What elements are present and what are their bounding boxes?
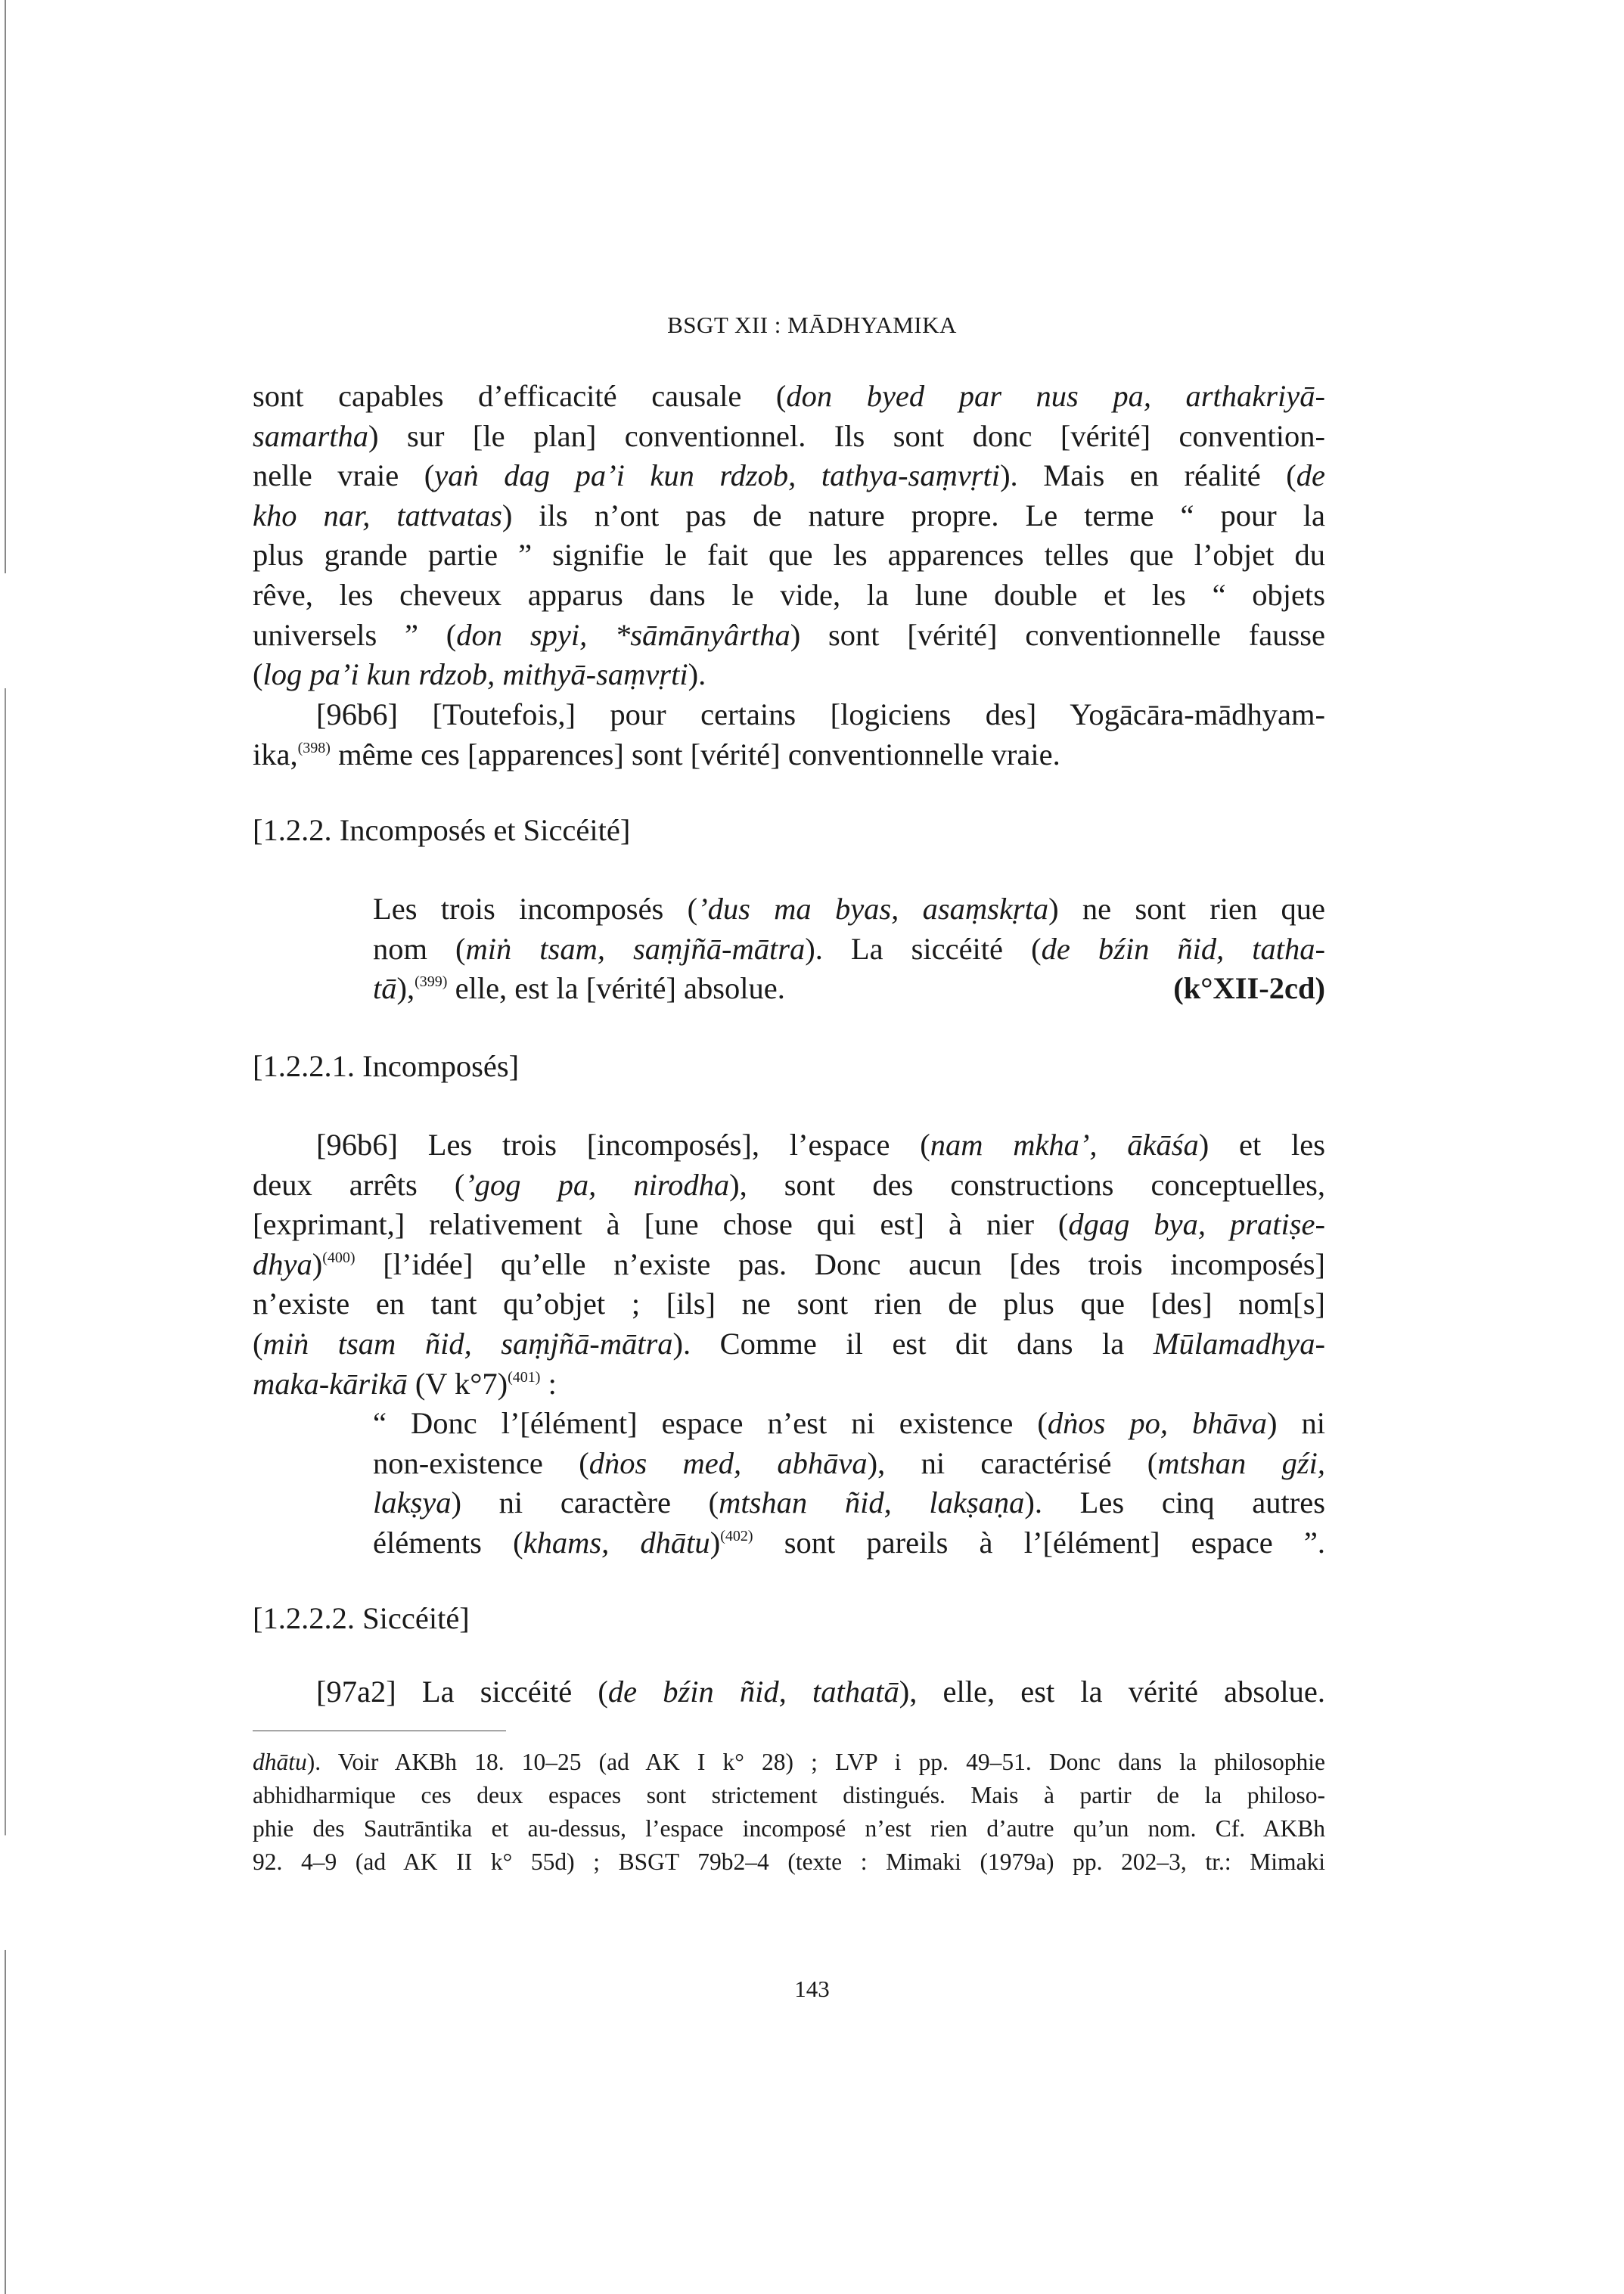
text-line: éléments (khams, dhātu)$^{(402)}$ sont pareils à l’[élément] espace ”.	[373, 1525, 1325, 1560]
paragraph-3	[253, 1125, 1325, 1404]
text-line: tā),$^{(399)}$ elle, est la [vérité] absolue. (k°XII-2cd)	[373, 969, 1325, 1009]
footnote-line: abhidharmique ces deux espaces sont strictement distingués. Mais à partir de la philoso-	[253, 1782, 1325, 1808]
section-heading: [1.2.2.2. Siccéité]	[253, 1601, 470, 1635]
text-line: “ Donc l’[élément] espace n’est ni existence (dṅos po, bhāva) ni	[373, 1406, 1325, 1440]
text-line: dhya)$^{(400)}$ [l’idée] qu’elle n’existe pas. Donc aucun [des trois incomposés]	[253, 1246, 1325, 1281]
paragraph-1	[253, 377, 1325, 695]
text-line: samartha) sur [le plan] conventionnel. Ils sont donc [vérité] convention-	[253, 418, 1325, 453]
text-line: ika,$^{(398)}$ même ces [apparences] sont [vérité] conventionnelle vraie.	[253, 737, 1060, 771]
text-line: [exprimant,] relativement à [une chose qui est] à nier (dgag bya, pratiṣe-	[253, 1207, 1325, 1242]
text-line: lakṣya) ni caractère (mtshan ñid, lakṣaṇa). Les cinq autres	[373, 1485, 1325, 1520]
section-heading: [1.2.2. Incomposés et Siccéité]	[253, 813, 631, 847]
text-line: non-existence (dṅos med, abhāva), ni caractérisé (mtshan gźi,	[373, 1445, 1325, 1480]
footnote-line: 92. 4–9 (ad AK II k° 55d) ; BSGT 79b2–4 (texte : Mimaki (1979a) pp. 202–3, tr.: Mimaki	[253, 1849, 1325, 1875]
text-line: kho nar, tattvatas) ils n’ont pas de nature propre. Le terme “ pour la	[253, 498, 1325, 532]
text-line: nom (miṅ tsam, saṃjñā-mātra). La siccéité (de bźin ñid, tatha-	[373, 931, 1326, 966]
text-line: (log pa’i kun rdzob, mithyā-saṃvṛti).	[253, 657, 706, 692]
footnote-ref: (401)	[508, 1368, 541, 1386]
text-line: [97a2] La siccéité (de bźin ñid, tathatā), elle, est la vérité absolue.	[316, 1675, 1325, 1709]
footnote-ref: (399)	[415, 973, 448, 991]
text-line: deux arrêts (’gog pa, nirodha), sont des constructions conceptuelles,	[253, 1167, 1325, 1202]
text-line: n’existe en tant qu’objet ; [ils] ne sont rien de plus que [des] nom[s]	[253, 1287, 1325, 1321]
footnote-ref: (398)	[297, 739, 331, 756]
karika-reference: (k°XII-2cd)	[1173, 971, 1325, 1006]
section-heading: [1.2.2.1. Incomposés]	[253, 1049, 520, 1083]
text-line: nelle vraie (yaṅ dag pa’i kun rdzob, tathya-saṃvṛti). Mais en réalité (de	[253, 458, 1325, 493]
paragraph-2	[253, 695, 1325, 774]
footnote-line: phie des Sautrāntika et au-dessus, l’espace incomposé n’est rien d’autre qu’un nom. Cf. AKBh	[253, 1815, 1325, 1842]
text-line: sont capables d’efficacité causale (don byed par nus pa, arthakriyā-	[253, 379, 1325, 413]
text-line: maka-kārikā (V k°7)$^{(401)}$ :	[253, 1366, 557, 1401]
footnote-ref: (400)	[322, 1249, 356, 1266]
paragraph-4	[253, 1672, 1325, 1712]
scan-edge-line	[5, 0, 6, 2294]
text-line: [96b6] Les trois [incomposés], l’espace (nam mkha’, ākāśa) et les	[316, 1128, 1325, 1162]
text-line: [96b6] [Toutefois,] pour certains [logiciens des] Yogācāra-mādhyam-	[316, 697, 1325, 731]
running-head: BSGT XII : MĀDHYAMIKA	[667, 312, 957, 338]
block-quote	[373, 1404, 1325, 1563]
footnote-line: dhātu). Voir AKBh 18. 10–25 (ad AK I k° 28) ; LVP i pp. 49–51. Donc dans la philosophie	[253, 1749, 1325, 1775]
text-line: Les trois incomposés (’dus ma byas, asaṃskṛta) ne sont rien que	[373, 892, 1325, 926]
text-line: rêve, les cheveux apparus dans le vide, la lune double et les “ objets	[253, 577, 1325, 612]
page-number: 143	[794, 1976, 830, 2002]
footnote-ref: (402)	[720, 1527, 753, 1544]
text-line: plus grande partie ” signifie le fait que les apparences telles que l’objet du	[253, 538, 1325, 573]
karika-verse	[373, 889, 1325, 1009]
text-line: universels ” (don spyi, *sāmānyârtha) sont [vérité] conventionnelle fausse	[253, 617, 1325, 652]
text-line: (miṅ tsam ñid, saṃjñā-mātra). Comme il est dit dans la Mūlamadhya-	[253, 1326, 1325, 1361]
footnote	[253, 1746, 1325, 1879]
